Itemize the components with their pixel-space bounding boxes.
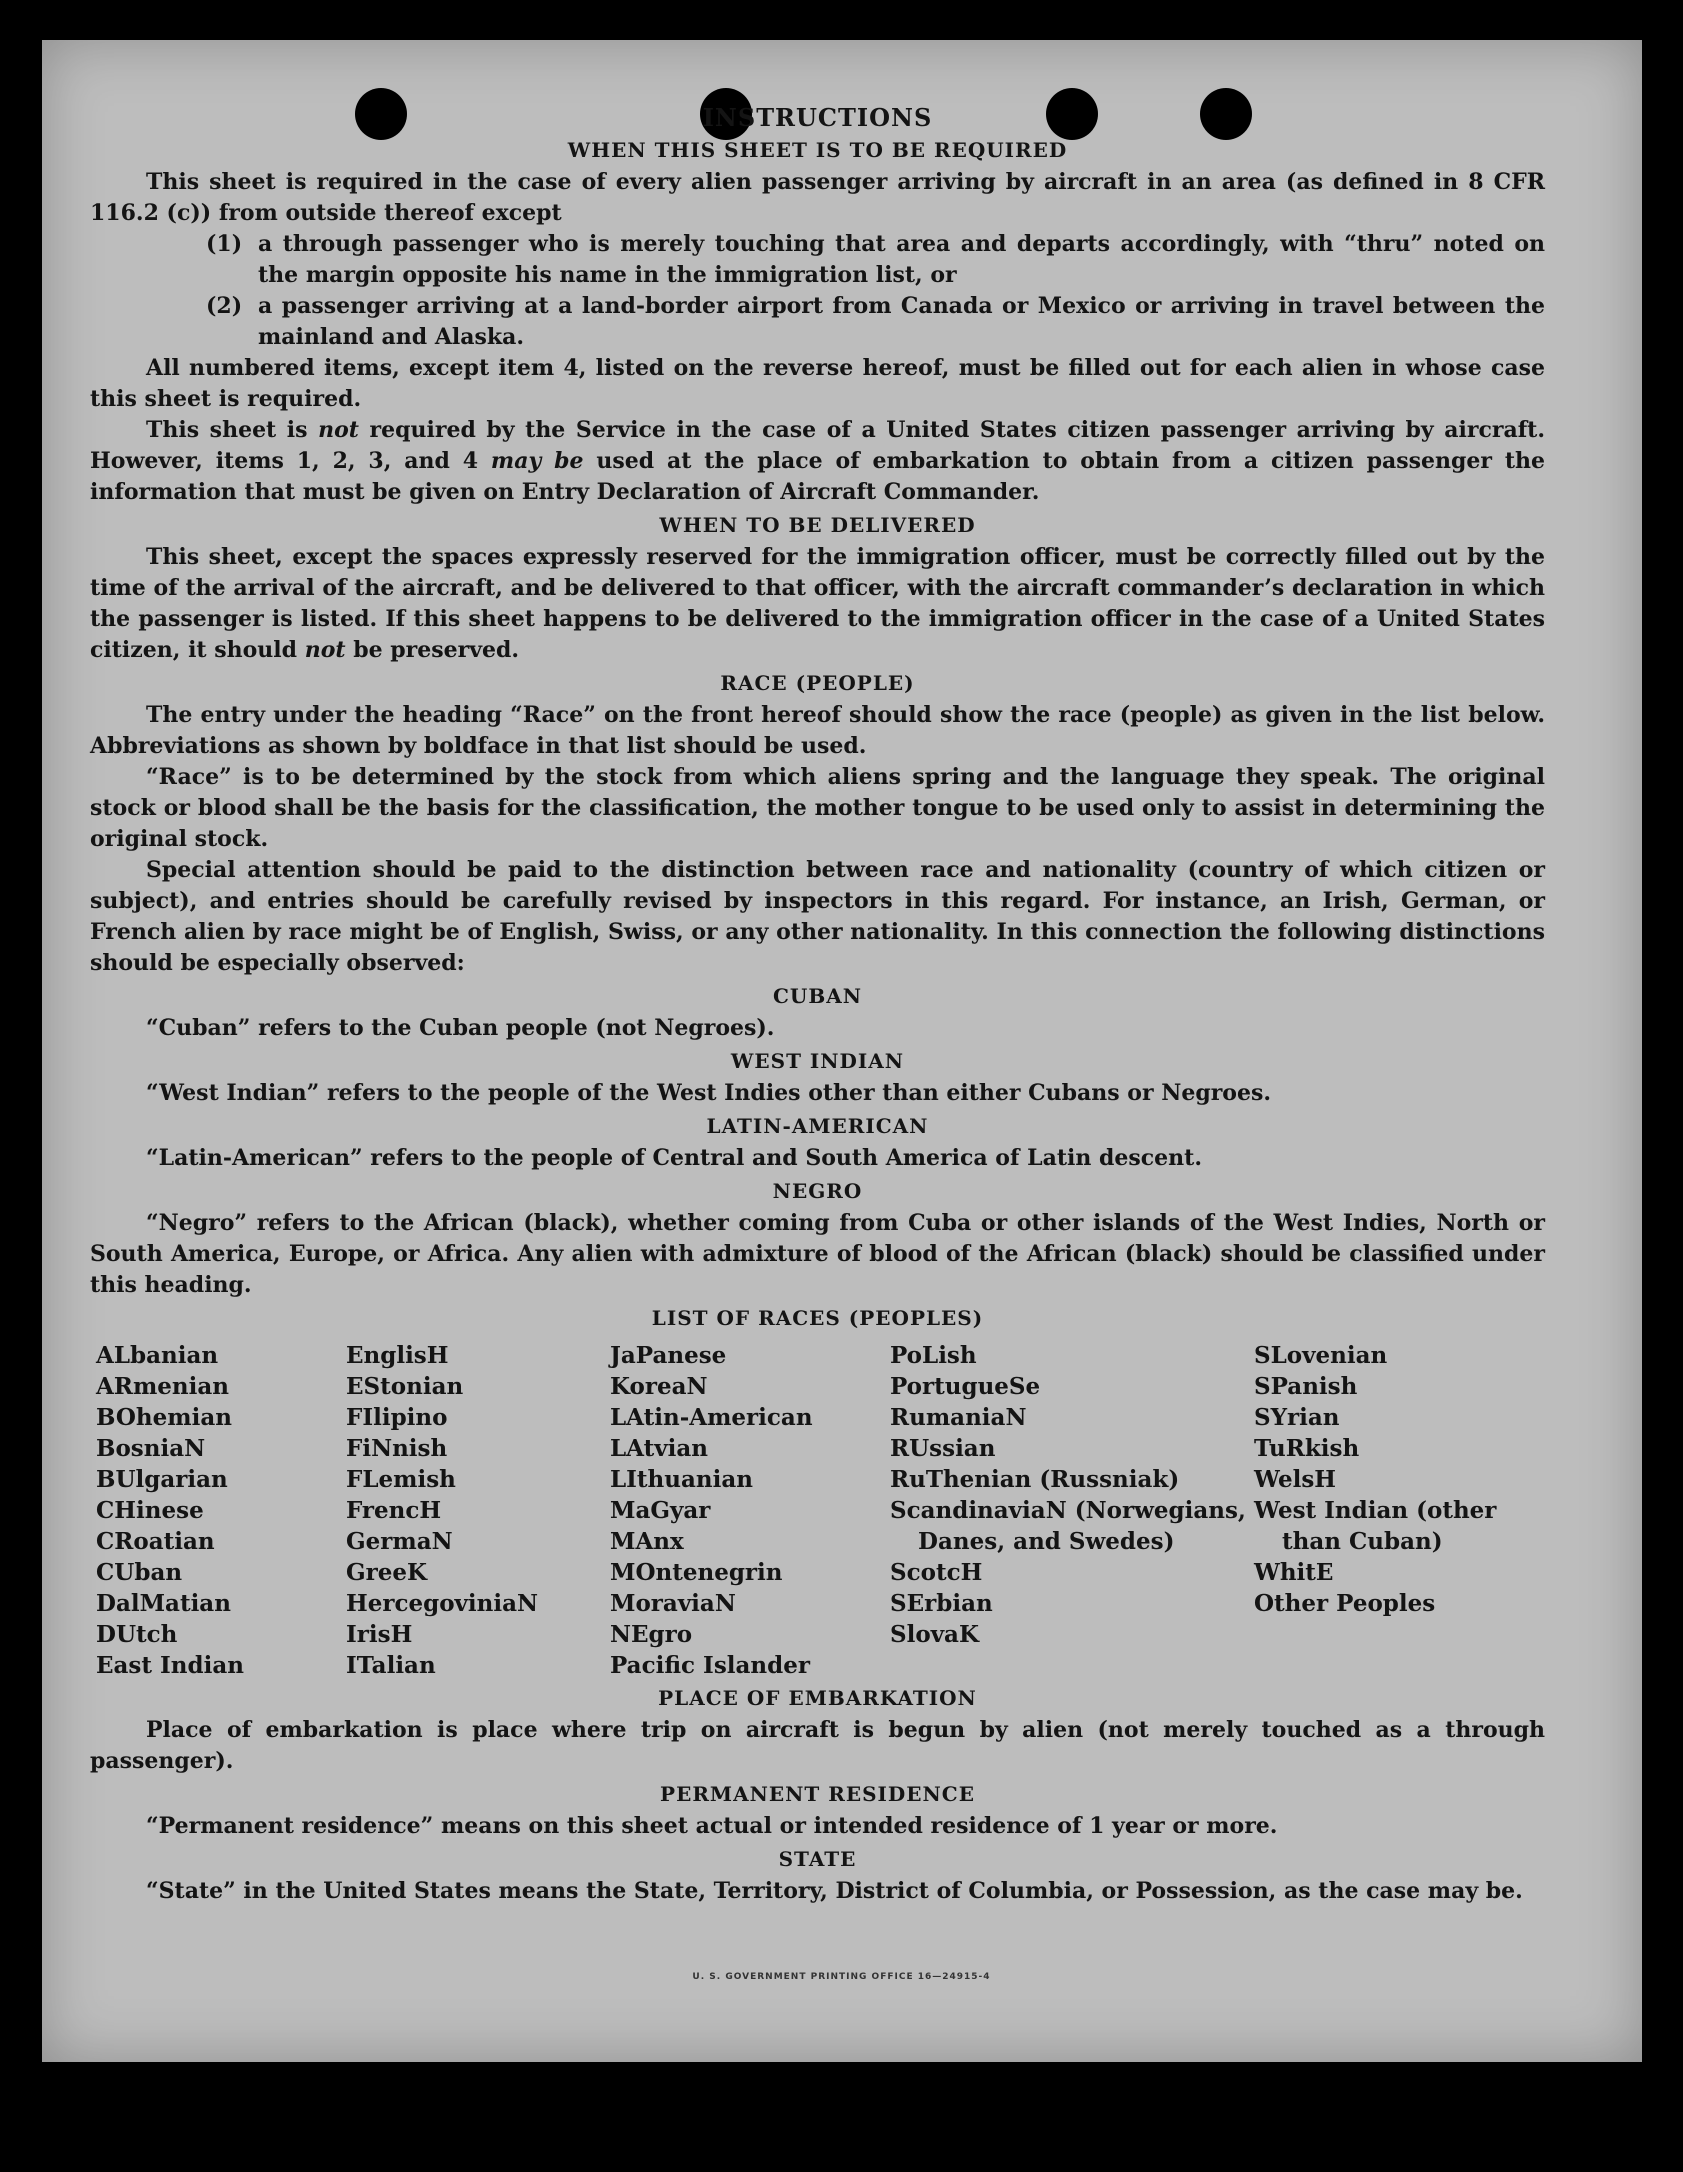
race-entry: WhitE	[1254, 1559, 1334, 1586]
race-entry: KoreaN	[610, 1373, 708, 1400]
section-heading: WHEN THIS SHEET IS TO BE REQUIRED	[567, 138, 1068, 162]
race-entry: IrisH	[346, 1621, 413, 1648]
section-heading: PLACE OF EMBARKATION	[658, 1686, 977, 1710]
race-entry: ITalian	[346, 1652, 436, 1679]
section-heading: WEST INDIAN	[730, 1049, 905, 1073]
paragraph: This sheet is required in the case of every alien passenger arriving by aircraft in an area (as defined in 8 CFR 116.2 (c)) from outside thereof except	[90, 169, 1545, 226]
race-list	[96, 1340, 1545, 1681]
race-entry: LIthuanian	[610, 1466, 753, 1493]
race-entry: RuThenian (Russniak)	[890, 1466, 1180, 1493]
text-run: This sheet is	[146, 417, 319, 443]
race-entry: BOhemian	[96, 1404, 232, 1431]
section-heading: RACE (PEOPLE)	[720, 671, 915, 695]
race-entry: LAtin-American	[610, 1404, 813, 1431]
section-heading: LIST OF RACES (PEOPLES)	[651, 1306, 984, 1330]
race-entry: PortugueSe	[890, 1373, 1041, 1400]
race-entry: CRoatian	[96, 1528, 215, 1555]
item-number: (1)	[206, 231, 243, 257]
section-heading: LATIN-AMERICAN	[706, 1114, 929, 1138]
paragraph: All numbered items, except item 4, listed on the reverse hereof, must be filled out for each alien in whose case this sheet is required.	[90, 355, 1545, 412]
race-entry: Other Peoples	[1254, 1590, 1436, 1617]
race-entry: RumaniaN	[890, 1404, 1027, 1431]
race-entry: ScotcH	[890, 1559, 983, 1586]
section-heading: PERMANENT RESIDENCE	[660, 1782, 975, 1806]
race-entry: FrencH	[346, 1497, 442, 1524]
race-entry: EStonian	[346, 1373, 464, 1400]
race-entry: CHinese	[96, 1497, 204, 1524]
race-entry: SPanish	[1254, 1373, 1358, 1400]
text-run-italic: not	[304, 637, 346, 663]
race-entry: DalMatian	[96, 1590, 231, 1617]
section-heading: WHEN TO BE DELIVERED	[659, 513, 976, 537]
race-entry: MoraviaN	[610, 1590, 736, 1617]
race-entry: FIlipino	[346, 1404, 448, 1431]
paragraph: “West Indian” refers to the people of the West Indies other than either Cubans or Negroes.	[146, 1080, 1272, 1106]
race-entry: JaPanese	[610, 1342, 727, 1369]
printer-imprint: U. S. GOVERNMENT PRINTING OFFICE 16—24915-4	[692, 1972, 991, 1982]
race-entry: MAnx	[610, 1528, 684, 1555]
list-item	[206, 229, 1545, 291]
race-column	[1254, 1340, 1514, 1681]
text-run-italic: not	[318, 417, 359, 443]
race-entry: West Indian (other than Cuban)	[1254, 1497, 1497, 1555]
text-run: This sheet, except the spaces expressly reserved for the immigration officer, must be correctly filled out by the time of the arrival of the aircraft, and be delivered to that officer, with the aircraft commander’s declaration in which the passenger is listed. If this sheet happens to be delivered to the immigration officer in the case of a United States citizen, it should	[90, 544, 1545, 663]
text-run: required by the Service in the case of a United States citizen passenger arriving by aircraft. However, items 1, 2, 3, and 4	[90, 417, 1545, 474]
section-heading: STATE	[778, 1847, 857, 1871]
race-entry: WelsH	[1254, 1466, 1337, 1493]
item-text: a passenger arriving at a land-border airport from Canada or Mexico or arriving in travel between the mainland and Alaska.	[258, 293, 1545, 350]
race-entry: ScandinaviaN (Norwegians, Danes, and Swedes)	[890, 1497, 1246, 1555]
race-entry: BosniaN	[96, 1435, 206, 1462]
section-heading: CUBAN	[772, 984, 863, 1008]
race-column	[610, 1340, 890, 1681]
race-column	[96, 1340, 346, 1681]
race-entry: SErbian	[890, 1590, 993, 1617]
race-entry: EnglisH	[346, 1342, 449, 1369]
race-entry: PoLish	[890, 1342, 977, 1369]
page-title: INSTRUCTIONS	[702, 103, 933, 132]
race-entry: MOntenegrin	[610, 1559, 783, 1586]
race-column	[890, 1340, 1254, 1681]
text-run: be preserved.	[345, 637, 520, 663]
race-entry: FiNnish	[346, 1435, 448, 1462]
text-run: used at the place of embarkation to obtain from a citizen passenger the information that must be given on Entry Declaration of Aircraft Commander.	[90, 448, 1545, 505]
paragraph: The entry under the heading “Race” on the front hereof should show the race (people) as given in the list below. Abbreviations as shown by boldface in that list should be used.	[90, 702, 1545, 759]
paragraph	[90, 415, 1545, 508]
race-entry: GermaN	[346, 1528, 453, 1555]
list-item	[206, 291, 1545, 353]
paragraph: “State” in the United States means the State, Territory, District of Columbia, or Possession, as the case may be.	[146, 1878, 1523, 1904]
race-entry: East Indian	[96, 1652, 244, 1679]
paragraph: “Permanent residence” means on this sheet actual or intended residence of 1 year or more.	[146, 1813, 1278, 1839]
instructions-body	[90, 100, 1545, 1907]
race-entry: MaGyar	[610, 1497, 711, 1524]
race-entry: FLemish	[346, 1466, 456, 1493]
race-entry: ALbanian	[96, 1342, 219, 1369]
paragraph: “Race” is to be determined by the stock from which aliens spring and the language they speak. The original stock or blood shall be the basis for the classification, the mother tongue to be used only to assist in determining the original stock.	[90, 764, 1545, 852]
race-entry: DUtch	[96, 1621, 178, 1648]
paragraph: “Negro” refers to the African (black), whether coming from Cuba or other islands of the West Indies, North or South America, Europe, or Africa. Any alien with admixture of blood of the African (black) should be classified under this heading.	[90, 1210, 1545, 1298]
section-heading: NEGRO	[772, 1179, 863, 1203]
paragraph: Place of embarkation is place where trip on aircraft is begun by alien (not merely touched as a through passenger).	[90, 1717, 1545, 1774]
race-entry: Pacific Islander	[610, 1652, 810, 1679]
item-number: (2)	[206, 293, 243, 319]
paragraph: “Cuban” refers to the Cuban people (not Negroes).	[146, 1015, 775, 1041]
paragraph	[90, 542, 1545, 666]
race-entry: HercegoviniaN	[346, 1590, 539, 1617]
race-entry: LAtvian	[610, 1435, 708, 1462]
paragraph: Special attention should be paid to the distinction between race and nationality (country of which citizen or subject), and entries should be carefully revised by inspectors in this regard. For instance, an Irish, German, or French alien by race might be of English, Swiss, or any other nationality. In this connection the following distinctions should be especially observed:	[90, 857, 1545, 976]
race-entry: SYrian	[1254, 1404, 1340, 1431]
race-column	[346, 1340, 610, 1681]
race-entry: NEgro	[610, 1621, 693, 1648]
race-entry: BUlgarian	[96, 1466, 228, 1493]
race-entry: CUban	[96, 1559, 183, 1586]
race-entry: GreeK	[346, 1559, 428, 1586]
item-text: a through passenger who is merely touching that area and departs accordingly, with “thru” noted on the margin opposite his name in the immigration list, or	[258, 231, 1545, 288]
race-entry: TuRkish	[1254, 1435, 1360, 1462]
race-entry: SLovenian	[1254, 1342, 1388, 1369]
paragraph: “Latin-American” refers to the people of Central and South America of Latin descent.	[146, 1145, 1202, 1171]
race-entry: RUssian	[890, 1435, 996, 1462]
race-entry: SlovaK	[890, 1621, 979, 1648]
race-entry: ARmenian	[96, 1373, 230, 1400]
text-run-italic: may be	[490, 448, 584, 474]
